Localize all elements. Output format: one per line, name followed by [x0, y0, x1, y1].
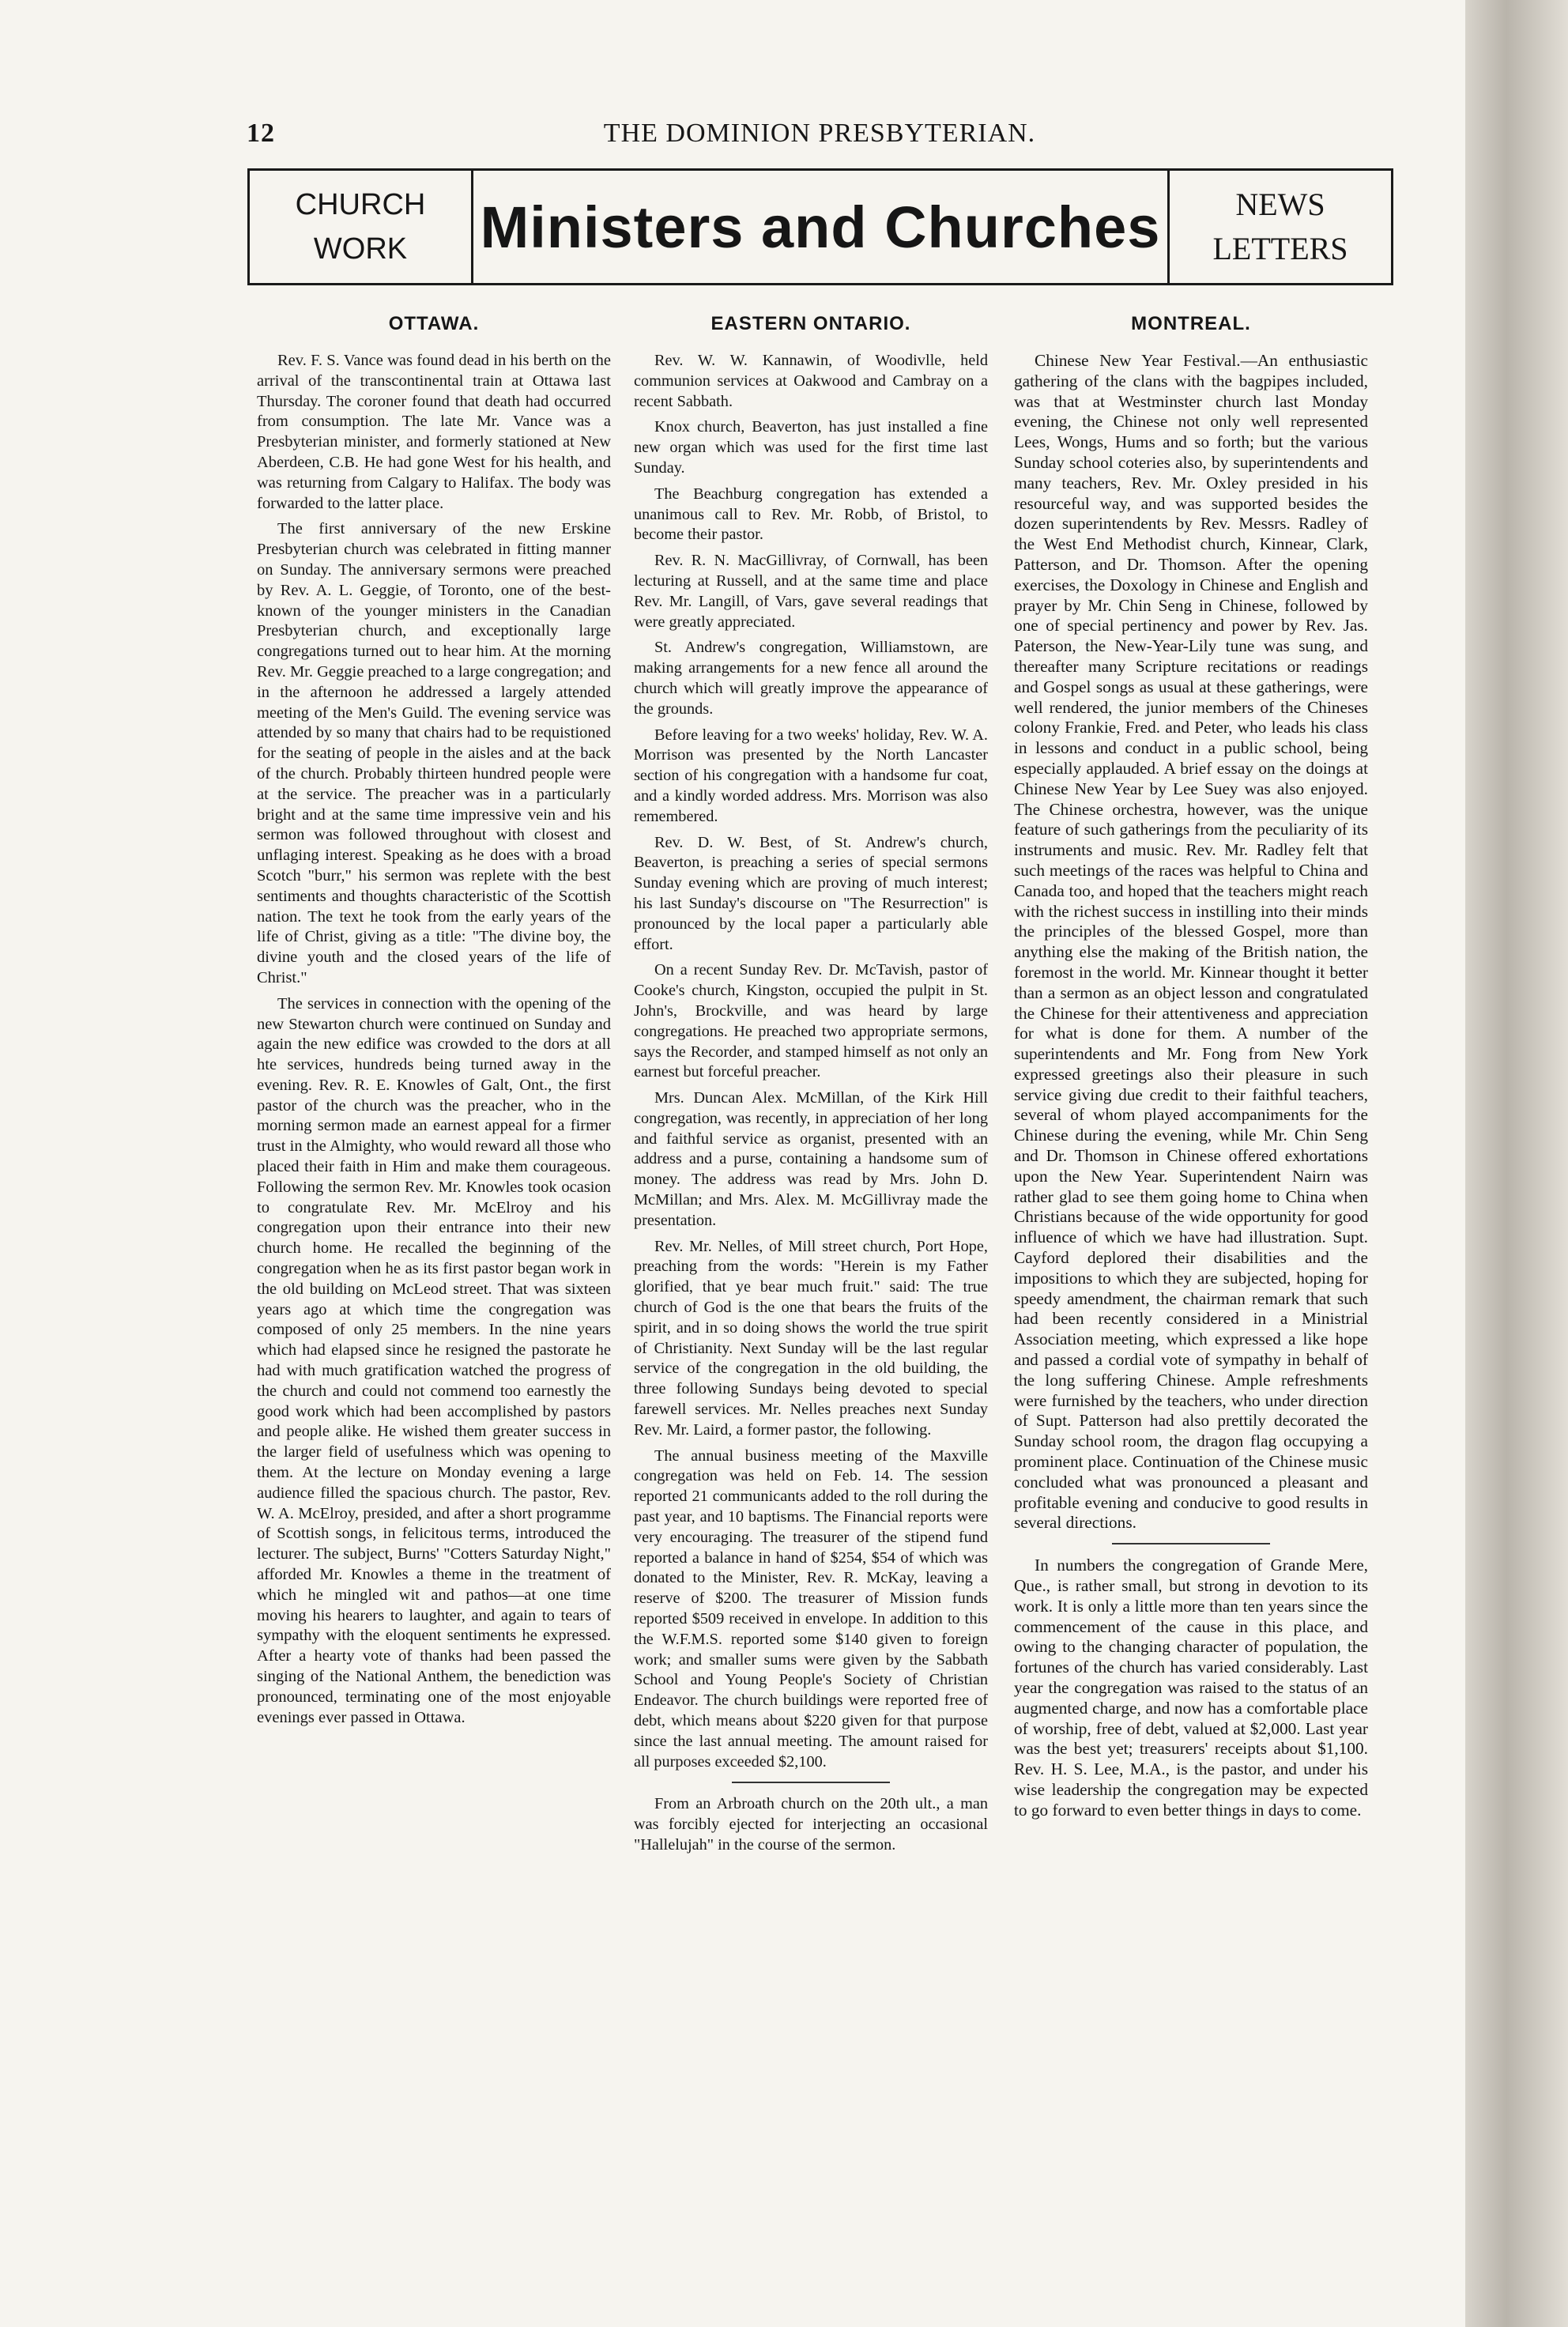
article-paragraph: On a recent Sunday Rev. Dr. McTavish, pastor of Cooke's church, Kingston, occupied the pulpit in St. John's, Brockville, and was heard by large congregations. He preached two appropriate sermons, says the Recorder, and stamped himself as not only an earnest but forceful preacher.	[634, 961, 988, 1081]
column-montreal	[1014, 313, 1368, 1827]
section-banner	[247, 168, 1393, 285]
page-number: 12	[247, 119, 275, 148]
scan-edge	[1465, 0, 1568, 2327]
banner-left-box	[250, 171, 473, 283]
banner-right-line1: NEWS	[1235, 187, 1325, 222]
article-paragraph: The Beachburg congregation has extended a unanimous call to Rev. Mr. Robb, of Bristol, to become their pastor.	[634, 485, 988, 544]
column-heading: EASTERN ONTARIO.	[710, 313, 911, 334]
banner-title: Ministers and Churches	[480, 194, 1161, 260]
article-paragraph: Rev. Mr. Nelles, of Mill street church, Port Hope, preaching from the words: "Herein is my Father glorified, that ye bear much fruit." said: The true church of God is the one that bears the fruits of the spirit, and in so doing shows the world the true spirit of Christianity. Next Sunday will be the last regular service of the congregation in the old building, the three following Sundays being devoted to special farewell services. Mr. Nelles preaches next Sunday Rev. Mr. Laird, a former pastor, the following.	[634, 1237, 988, 1439]
column-ottawa	[257, 313, 611, 1733]
section-divider	[732, 1782, 890, 1783]
article-paragraph: Chinese New Year Festival.—An enthusiastic gathering of the clans with the bagpipes included, was that at Westminster church last Monday evening, the Chinese not only well represented Lees, Wongs, Hums and so forth; but the various Sunday school coteries also, by superintendents and many teachers, Rev. Mr. Oxley presided in his resourceful way, and was supported besides the dozen superintendents by Rev. Messrs. Radley of the West End Methodist church, Kinnear, Clark, Patterson, and Dr. Thomson. After the opening exercises, the Doxology in Chinese and English and prayer by Mr. Chin Seng in Chinese, followed by one of special pertinency and power by Rev. Jas. Paterson, the New-Year-Lily tune was sung, and thereafter many Scripture recitations or readings and Gospel songs as usual at these gatherings, were well rendered, the junior members of the Chineses colony Frankie, Fred. and Peter, who leads his class in lessons and conduct in a public school, being especially applauded. A brief essay on the doings at Chinese New Year by Lee Suey was also enjoyed. The Chinese orchestra, however, was the unique feature of such gatherings from the peculiarity of its instruments and music. Rev. Mr. Radley felt that such meetings of the races was helpful to China and Canada too, and hoped that the teachers might reach with the richest success in instilling into their minds the principles of the blessed Gospel, more than anything else the making of the British nation, the foremost in the world. Mr. Kinnear thought it better than a sermon as an object lesson and congratulated the Chinese for their attentiveness and appreciation for what is done for them. A number of the superintendents and Mr. Fong from New York expressed greetings also their pleasure in such service giving due credit to their faithful teachers, several of whom played accompaniments for the Chinese during the evening, while Mr. Chin Seng and Dr. Thomson in Chinese offered exhortations upon the New Year. Superintendent Nairn was rather glad to see them going home to China when Christians because of the wide opportunity for good influence of which we have had illustration. Supt. Cayford deplored their disabilities and the impositions to which they are subjected, hoping for speedy amendment, the chairman remark that such had been recently considered in a Ministrial Association meeting, which expressed a like hope and passed a cordial vote of sympathy in behalf of the long suffering Chinese. Ample refreshments were furnished by the teachers, who under direction of Supt. Patterson had also prettily decorated the Sunday school room, the dragon flag occupying a prominent place. Continuation of the Chinese music concluded what was pronounced a pleasant and profitable evening and conducive to good results in several directions.	[1014, 351, 1368, 1533]
article-paragraph: Rev. D. W. Best, of St. Andrew's church, Beaverton, is preaching a series of special sermons Sunday evening which are proving of much interest; his last Sunday's discourse on "The Resurrection" is pronounced by the local paper a particularly able effort.	[634, 833, 988, 953]
article-paragraph: The first anniversary of the new Erskine Presbyterian church was celebrated in fitting manner on Sunday. The anniversary sermons were preached by Rev. A. L. Geggie, of Toronto, one of the best-known of the younger ministers in the Canadian Presbyterian church, and exceptionally large congregations turned out to hear him. At the morning Rev. Mr. Geggie preached to a large congregation; and in the afternoon he addressed a largely attended meeting of the Men's Guild. The evening service was attended by so many that chairs had to be requistioned for the seating of people in the aisles and at the back of the church. Probably thirteen hundred people were at the service. The preacher was in a particularly bright and at the same time impressive vein and his sermon was followed throughout with closest and unflaging interest. Speaking as he does with a broad Scotch "burr," his sermon was replete with the best sentiments and thoughts characteristic of the Scottish nation. The text he took from the early years of the life of Christ, giving as a title: "The divine boy, the divine youth and the closed years of the life of Christ."	[257, 520, 611, 986]
article-paragraph: St. Andrew's congregation, Williamstown, are making arrangements for a new fence all around the church which will greatly improve the appearance of the grounds.	[634, 639, 988, 718]
running-head	[247, 119, 1393, 150]
article-paragraph: Rev. R. N. MacGillivray, of Cornwall, has been lecturing at Russell, and at the same time and place Rev. Mr. Langill, of Vars, gave several readings that were greatly appreciated.	[634, 552, 988, 631]
publication-title: THE DOMINION PRESBYTERIAN.	[603, 119, 1036, 148]
article-paragraph: From an Arbroath church on the 20th ult., a man was forcibly ejected for interjecting an occasional "Hallelujah" in the course of the sermon.	[634, 1795, 988, 1854]
banner-right-line2: LETTERS	[1212, 231, 1348, 266]
article-paragraph: Before leaving for a two weeks' holiday, Rev. W. A. Morrison was presented by the North Lancaster section of his congregation with a handsome fur coat, and a kindly worded address. Mrs. Morrison was also remembered.	[634, 726, 988, 825]
section-divider	[1112, 1543, 1270, 1544]
article-paragraph: Rev. W. W. Kannawin, of Woodivlle, held communion services at Oakwood and Cambray on a recent Sabbath.	[634, 352, 988, 410]
article-paragraph: Rev. F. S. Vance was found dead in his berth on the arrival of the transcontinental train at Ottawa last Thursday. The coroner found that death had occurred from consumption. The late Mr. Vance was a Presbyterian minister, and formerly stationed at New Aberdeen, C.B. He had gone West for his health, and was returning from Calgary to Halifax. The body was forwarded to the latter place.	[257, 352, 611, 512]
article-paragraph: Mrs. Duncan Alex. McMillan, of the Kirk Hill congregation, was recently, in appreciation of her long and faithful service as organist, presented with an address and a purse, containing a handsome sum of money. The address was read by Mrs. John D. McMillan; and Mrs. Alex. M. McGillivray made the presentation.	[634, 1089, 988, 1229]
banner-left-line2: WORK	[313, 232, 408, 266]
banner-left-line1: CHURCH	[295, 188, 426, 221]
column-heading: MONTREAL.	[1131, 313, 1251, 334]
column-eastern-ontario	[634, 313, 988, 1861]
banner-right-box	[1167, 171, 1391, 283]
article-paragraph: The annual business meeting of the Maxville congregation was held on Feb. 14. The session reported 21 communicants added to the roll during the past year, and 10 baptisms. The Financial reports were very encouraging. The treasurer of the stipend fund reported a balance in hand of $254, $54 of which was donated to the Minister, Rev. R. McKay, leaving a reserve of $200. The treasurer of Mission funds reported $509 received in envelope. In addition to this the W.F.M.S. reported some $140 given to foreign work; and smaller sums were given by the Sabbath School and Young People's Society of Christian Endeavor. The church buildings were reported free of debt, which means about $220 given for that purpose since the last annual meeting. The amount raised for all purposes exceeded $2,100.	[634, 1446, 988, 1771]
article-paragraph: In numbers the congregation of Grande Mere, Que., is rather small, but strong in devotion to its work. It is only a little more than ten years since the commencement of the cause in this place, and owing to the changing character of population, the fortunes of the church has varied considerably. Last year the congregation was raised to the status of an augmented charge, and now has a comfortable place of worship, free of debt, valued at $2,000. Last year was the best yet; treasurers' receipts about $1,100. Rev. H. S. Lee, M.A., is the pastor, and under his wise leadership the congregation may be expected to go forward to even better things in days to come.	[1014, 1556, 1368, 1820]
article-paragraph: Knox church, Beaverton, has just installed a fine new organ which was used for the first time last Sunday.	[634, 418, 988, 477]
article-paragraph: The services in connection with the opening of the new Stewarton church were continued on Sunday and again the new edifice was crowded to the dors at all hte services, hundreds being turned away in the evening. Rev. R. E. Knowles of Galt, Ont., the first pastor of the church was the preacher, who in the morning sermon made an earnest appeal for a firmer trust in the Almighty, who would reward all those who placed their faith in Him and make them courageous. Following the sermon Rev. Mr. Knowles took ocasion to congratulate Rev. Mr. McElroy and his congregation upon their entrance into their new church home. He recalled the beginning of the congregation when he as its first pastor began work in the old building on McLeod street. That was sixteen years ago at which time the congregation was composed of only 25 members. In the nine years which had elapsed since he resigned the pastorate he had with much gratification watched the progress of the church and could not commend too earnestly the good work which had been accomplished by pastors and people alike. He wished them greater success in the larger field of usefulness which was opening to them. At the lecture on Monday evening a large audience filled the spacious church. The pastor, Rev. W. A. McElroy, presided, and after a short programme of Scottish songs, in felicitous terms, introduced the lecturer. The subject, Burns' "Cotters Saturday Night," afforded Mr. Knowles a theme in the treatment of which he mingled wit and pathos—at one time moving his hearers to laughter, and again to tears of sympathy with the eloquent sentiments he expressed. After a hearty vote of thanks had been passed the singing of the National Anthem, the benediction was pronounced, terminating one of the most enjoyable evenings ever passed in Ottawa.	[257, 994, 611, 1726]
column-heading: OTTAWA.	[388, 313, 480, 334]
